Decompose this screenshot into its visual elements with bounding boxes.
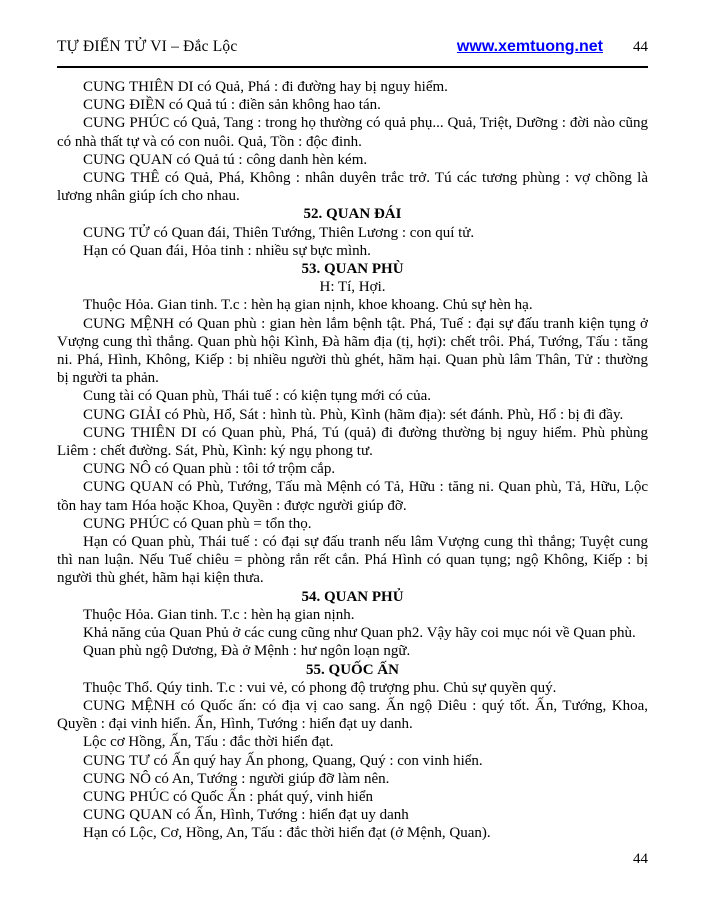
paragraph: CUNG MỆNH có Quốc ấn: có địa vị cao sang. Ấn ngộ Diêu : quý tốt. Ấn, Tướng, Khoa, Quyền : đại vinh hiển. Ấn, Hình, Tướng : hiển đạt uy danh. bbox=[57, 697, 648, 733]
header-page-number: 44 bbox=[633, 39, 648, 55]
header-right-group bbox=[457, 38, 648, 56]
paragraph: CUNG TƯ có Ấn quý hay Ấn phong, Quang, Quý : con vinh hiển. bbox=[83, 752, 483, 769]
paragraph: Thuộc Hỏa. Gian tinh. T.c : hèn hạ gian nịnh. bbox=[83, 606, 355, 623]
footer-page-number: 44 bbox=[633, 851, 648, 867]
section-heading: 55. QUỐC ẤN bbox=[306, 661, 399, 678]
paragraph: Khả năng của Quan Phủ ở các cung cũng như Quan ph2. Vậy hãy coi mục nói về Quan phù. bbox=[83, 625, 636, 642]
paragraph: Hạn có Quan phù, Thái tuế : có đại sự đấu tranh nếu lâm Vượng cung thì thắng; Tuyệt cung thì nan luận. Nếu Tuế chiêu = phòng rắn rết cắn. Phá Hình có quan tụng; ngộ Không, Kiếp : bị người thù ghét, hãm hại kiện thưa. bbox=[57, 534, 648, 587]
paragraph: CUNG MỆNH có Quan phù : gian hèn lắm bệnh tật. Phá, Tuế : đại sự đấu tranh kiện tụng ở Vượng cung thì thắng. Quan phù hội Kình, Đà hãm địa (tị, hợi): chết trôi. Phá, Tướng, Tấu : tăng ni. Phá, Hình, Không, Kiếp : bị nhiều người thù ghét, hãm hại. Quan phù lâm Thân, Tử : thường bị người ta phản. bbox=[57, 315, 648, 387]
document-page bbox=[57, 38, 648, 843]
section-heading: 52. QUAN ĐÁI bbox=[303, 206, 402, 223]
document-body bbox=[57, 78, 648, 843]
paragraph: CUNG PHÚC có Quan phù = tổn thọ. bbox=[83, 515, 312, 532]
paragraph: Thuộc Thổ. Qúy tinh. T.c : vui vẻ, có phong độ trượng phu. Chủ sự quyền quý. bbox=[83, 679, 557, 696]
paragraph: Cung tài có Quan phù, Thái tuế : có kiện tụng mới có của. bbox=[83, 388, 431, 405]
paragraph: Hạn có Quan đái, Hỏa tinh : nhiều sự bực mình. bbox=[83, 242, 371, 259]
paragraph: CUNG THIÊN DI có Quả, Phá : đi đường hay bị nguy hiểm. bbox=[83, 79, 448, 95]
paragraph: CUNG PHÚC có Quả, Tang : trong họ thường có quả phụ... Quả, Triệt, Dưỡng : đời nào cũng có nhà thất tự và có con nuôi. Quả, Tồn : độc đinh. bbox=[57, 115, 648, 150]
paragraph: CUNG GIẢI có Phù, Hổ, Sát : hình tù. Phù, Kình (hãm địa): sét đánh. Phù, Hổ : bị đi đầy. bbox=[83, 406, 624, 423]
paragraph: CUNG THIÊN DI có Quan phù, Phá, Tú (quả) đi đường thường bị nguy hiểm. Phù phùng Liêm : chết đường. Sát, Phù, Kình: ký ngụ phong tư. bbox=[57, 424, 648, 460]
paragraph: Hạn có Lộc, Cơ, Hồng, An, Tấu : đắc thời hiển đạt (ở Mệnh, Quan). bbox=[83, 825, 491, 842]
document-title: TỰ ĐIỂN TỬ VI – Đắc Lộc bbox=[57, 38, 238, 55]
paragraph: CUNG NÔ có Quan phù : tôi tớ trộm cắp. bbox=[83, 461, 336, 478]
paragraph: CUNG QUAN có Quả tú : công danh hèn kém. bbox=[83, 151, 368, 168]
paragraph: Thuộc Hỏa. Gian tinh. T.c : hèn hạ gian nịnh, khoe khoang. Chủ sự hèn hạ. bbox=[83, 297, 533, 314]
section-heading: 54. QUAN PHỦ bbox=[301, 588, 404, 605]
paragraph: Lộc cơ Hồng, Ấn, Tấu : đắc thời hiển đạt. bbox=[83, 734, 334, 751]
page-header bbox=[57, 38, 648, 56]
paragraph: CUNG QUAN có Phù, Tướng, Tấu mà Mệnh có Tả, Hữu : tăng ni. Quan phù, Tả, Hữu, Lộc tồn hay tam Hóa hoặc Khoa, Quyền : được người giúp đỡ. bbox=[57, 479, 648, 514]
paragraph: CUNG THÊ có Quả, Phá, Không : nhân duyên trắc trở. Tú các tương phùng : vợ chồng là lương nhân giúp ích cho nhau. bbox=[57, 170, 648, 205]
header-divider bbox=[57, 66, 648, 68]
paragraph: Quan phù ngộ Dương, Đà ở Mệnh : hư ngôn loạn ngữ. bbox=[83, 643, 411, 660]
paragraph: CUNG PHÚC có Quốc Ấn : phát quý, vinh hiển bbox=[83, 788, 373, 805]
centered-line: H: Tí, Hợi. bbox=[319, 279, 386, 296]
section-heading: 53. QUAN PHÙ bbox=[301, 261, 404, 278]
paragraph: CUNG TỬ có Quan đái, Thiên Tướng, Thiên Lương : con quí tử. bbox=[83, 224, 475, 241]
paragraph: CUNG QUAN có Ấn, Hình, Tướng : hiển đạt uy danh bbox=[83, 807, 409, 824]
paragraph: CUNG NÔ có An, Tướng : người giúp đỡ làm nên. bbox=[83, 770, 390, 787]
paragraph: CUNG ĐIỀN có Quả tú : điền sản không hao tán. bbox=[83, 97, 381, 114]
website-link[interactable]: www.xemtuong.net bbox=[456, 38, 603, 55]
